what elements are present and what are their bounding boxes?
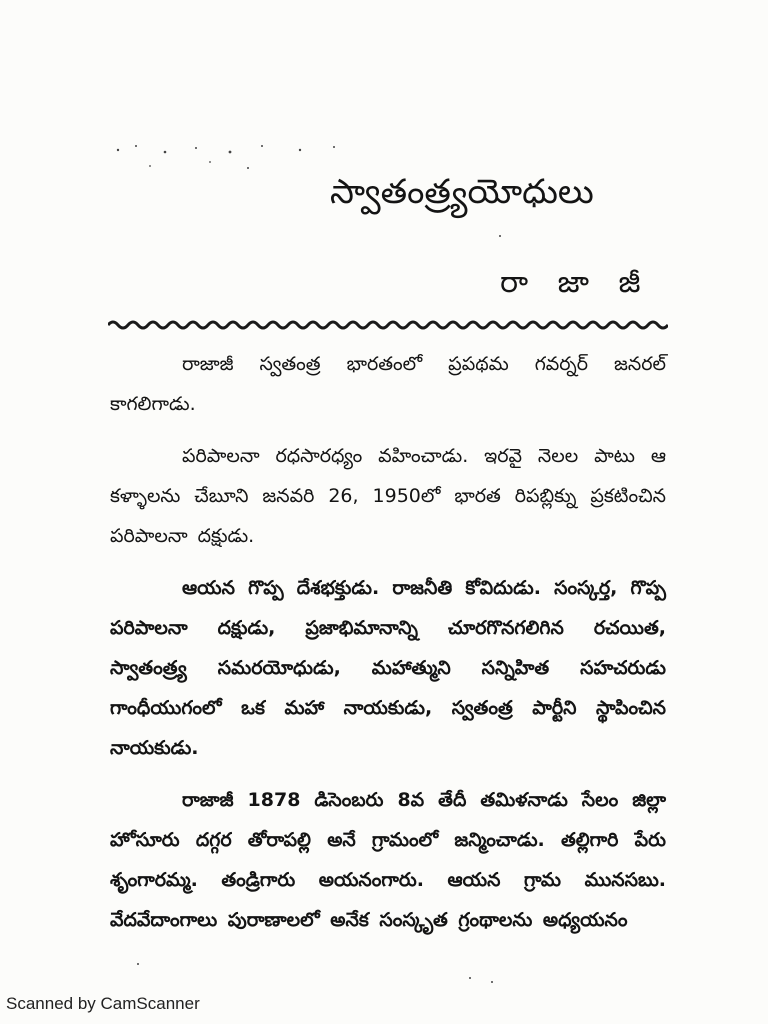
paragraph-4: రాజాజీ 1878 డిసెంబరు 8వ తేదీ తమిళనాడు సేలం జిల్లా హోసూరు దగ్గర తోరాపల్లి అనే గ్రామంలో జన్మించాడు. తల్లిగారి పేరు శృంగారమ్మ. తండ్రిగారు అయనంగారు. ఆయన గ్రామ మునసబు. వేదవేదాంగాలు పురాణాలలో అనేక సంస్కృత గ్రంథాలను అధ్యయనం (110, 789, 666, 931)
paragraph-3: ఆయన గొప్ప దేశభక్తుడు. రాజనీతి కోవిదుడు. సంస్కర్త, గొప్ప పరిపాలనా దక్షుడు, ప్రజాభిమానాన్ని చూరగొనగలిగిన రచయిత, స్వాతంత్ర్య సమరయోధుడు, మహాత్ముని సన్నిహిత సహచరుడు గాంధీయుగంలో ఒక మహా నాయకుడు, స్వతంత్ర పార్టీని స్థాపించిన నాయకుడు. (110, 577, 666, 759)
body-text (110, 344, 666, 952)
chapter-title: స్వాతంత్ర్యయోధులు (330, 172, 594, 212)
author-name: రా జా జీ (500, 265, 651, 300)
paragraph-2: పరిపాలనా రధసారధ్యం వహించాడు. ఇరవై నెలల పాటు ఆ కళ్ళాలను చేబూని జనవరి 26, 1950లో భారత రిపబ్లిక్ను ప్రకటించిన పరిపాలనా దక్షుడు. (110, 445, 666, 547)
scanner-watermark: Scanned by CamScanner (6, 994, 200, 1013)
paragraph-1: రాజాజీ స్వతంత్ర భారతంలో ప్రపథమ గవర్నర్ జనరల్ కాగలిగాడు. (110, 353, 666, 415)
wavy-divider (108, 318, 668, 332)
